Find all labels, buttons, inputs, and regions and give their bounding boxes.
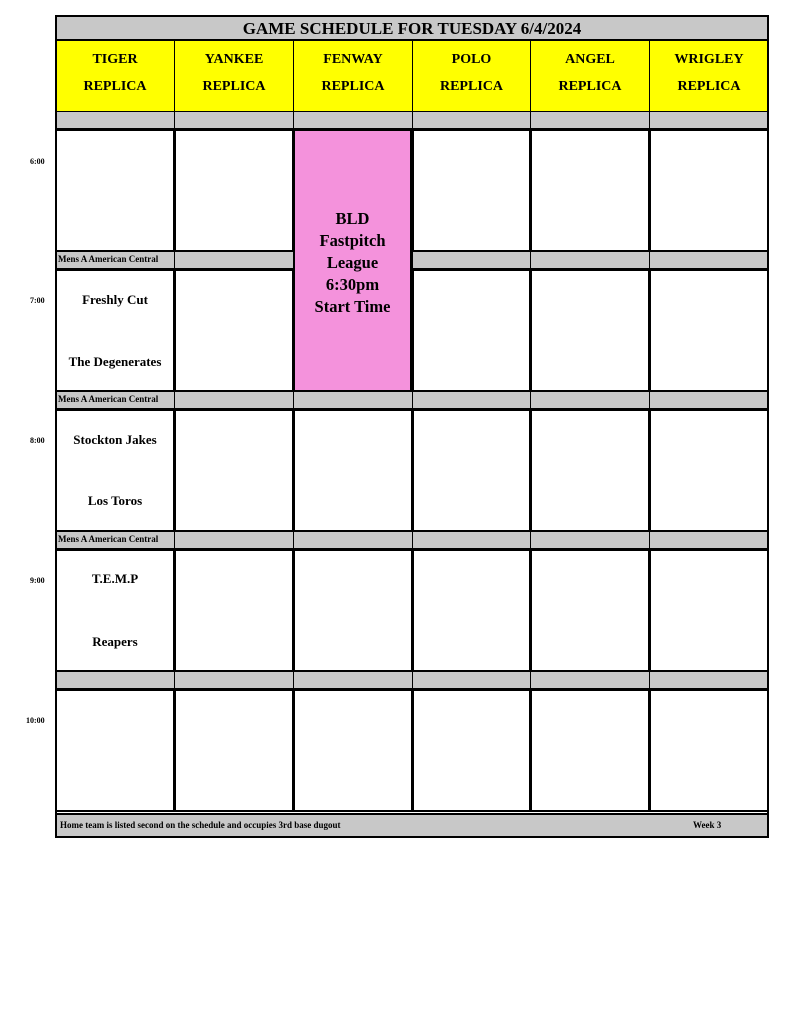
slot-cell (55, 129, 175, 252)
slot-cell (412, 409, 531, 532)
block-line: League (326, 253, 379, 272)
slot-cell (174, 409, 294, 532)
team-name-away: Freshly Cut (82, 292, 148, 307)
field-name: POLO (451, 52, 492, 67)
slot-cell (55, 689, 175, 812)
separator-cell (649, 391, 769, 409)
block-line: Fastpitch (319, 231, 386, 250)
block-line: 6:30pm (325, 275, 380, 294)
block-line: BLD (335, 209, 370, 228)
separator-cell (412, 251, 531, 269)
separator-cell (412, 391, 531, 409)
footer-bar (55, 813, 769, 838)
separator-cell (530, 251, 650, 269)
week-label: Week 3 (693, 820, 722, 830)
separator-cell (530, 391, 650, 409)
field-sub: REPLICA (321, 79, 385, 94)
team-name-home: Los Toros (87, 493, 143, 508)
separator-cell (293, 531, 413, 549)
slot-cell (55, 549, 175, 672)
footer-note: Home team is listed second on the schedule and occupies 3rd base dugout (60, 820, 341, 830)
field-name: ANGEL (565, 52, 615, 67)
slot-cell (649, 409, 769, 532)
separator-cell (649, 671, 769, 689)
page-title: GAME SCHEDULE FOR TUESDAY 6/4/2024 (55, 15, 769, 41)
field-header-wrigley (649, 40, 769, 112)
slot-cell (174, 549, 294, 672)
separator-cell (174, 111, 294, 129)
separator-cell (174, 391, 294, 409)
slot-cell (55, 269, 175, 392)
field-sub: REPLICA (558, 79, 622, 94)
division-label: Mens A American Central (58, 394, 159, 404)
field-sub: REPLICA (83, 79, 147, 94)
field-name: FENWAY (323, 52, 383, 67)
separator-cell (174, 251, 294, 269)
time-label: 8:00 (30, 436, 45, 445)
separator-cell (649, 531, 769, 549)
separator-cell (174, 671, 294, 689)
slot-cell (530, 269, 650, 392)
field-header-angel (530, 40, 650, 112)
field-sub: REPLICA (439, 79, 503, 94)
separator-cell (174, 531, 294, 549)
slot-cell (293, 409, 413, 532)
field-sub: REPLICA (202, 79, 266, 94)
separator-cell (530, 671, 650, 689)
field-header-yankee (174, 40, 294, 112)
slot-cell (649, 549, 769, 672)
slot-cell (412, 269, 531, 392)
slot-cell (412, 689, 531, 812)
field-header-polo (412, 40, 531, 112)
separator-cell (649, 251, 769, 269)
fenway-league-block (293, 129, 412, 392)
field-name: YANKEE (204, 52, 264, 67)
time-label: 6:00 (30, 157, 45, 166)
slot-cell (530, 549, 650, 672)
separator-cell (293, 671, 413, 689)
field-name: TIGER (92, 52, 138, 67)
team-name-home: The Degenerates (68, 354, 162, 369)
slot-cell (293, 549, 413, 672)
slot-cell (530, 689, 650, 812)
time-label: 7:00 (30, 296, 45, 305)
team-name-away: T.E.M.P (91, 571, 139, 586)
separator-cell (293, 391, 413, 409)
team-name-home: Reapers (92, 634, 138, 649)
separator-cell (530, 111, 650, 129)
separator-cell (412, 671, 531, 689)
separator-cell (530, 531, 650, 549)
slot-cell (174, 689, 294, 812)
team-name-away: Stockton Jakes (73, 432, 157, 447)
division-label: Mens A American Central (58, 254, 159, 264)
slot-cell (55, 409, 175, 532)
slot-cell (174, 129, 294, 252)
time-label: 9:00 (30, 576, 45, 585)
slot-cell (649, 689, 769, 812)
separator-cell (55, 111, 175, 129)
separator-cell (55, 671, 175, 689)
field-name: WRIGLEY (674, 52, 744, 67)
field-header-tiger (55, 40, 175, 112)
field-sub: REPLICA (677, 79, 741, 94)
slot-cell (412, 129, 531, 252)
time-label: 10:00 (26, 716, 45, 725)
slot-cell (293, 689, 413, 812)
slot-cell (649, 129, 769, 252)
separator-cell (412, 531, 531, 549)
separator-cell (649, 111, 769, 129)
separator-cell (293, 111, 413, 129)
separator-cell (412, 111, 531, 129)
slot-cell (174, 269, 294, 392)
slot-cell (530, 409, 650, 532)
block-line: Start Time (314, 297, 391, 316)
slot-cell (649, 269, 769, 392)
slot-cell (530, 129, 650, 252)
division-label: Mens A American Central (58, 534, 159, 544)
field-header-fenway (293, 40, 413, 112)
slot-cell (412, 549, 531, 672)
